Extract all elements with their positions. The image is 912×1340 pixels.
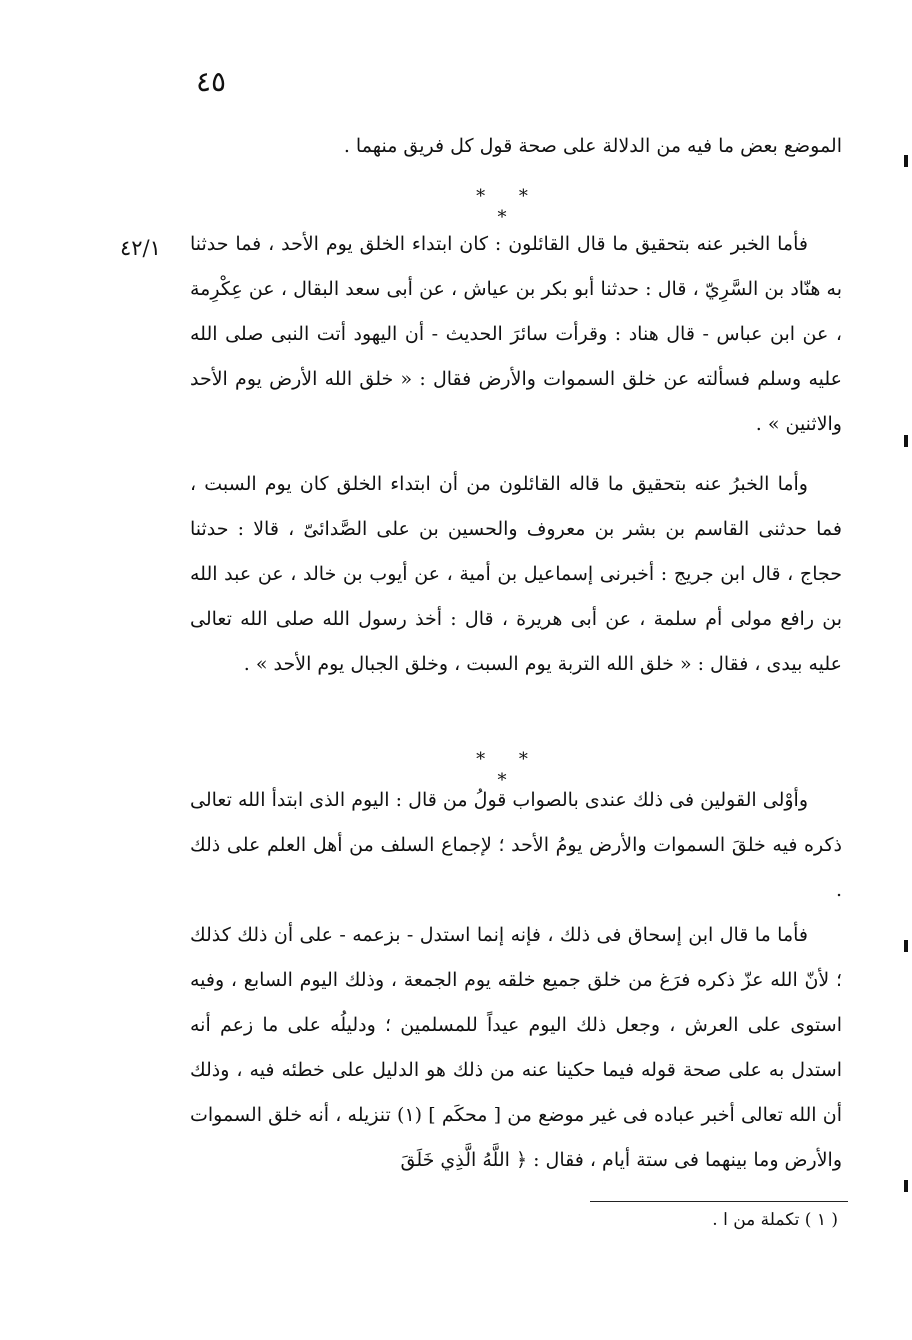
margin-reference: ٤٢/١ xyxy=(120,236,161,260)
paragraph-text: فأما الخبر عنه بتحقيق ما قال القائلون : كان ابتداء الخلق يوم الأحد ، فما حدثنا به هنّاد بن السَّرِيّ ، قال : حدثنا أبو بكر بن عياش ، عن أبى سعد البقال ، عن عِكْرِمة ، عن ابن عباس - قال هناد : وقرأت سائرَ الحديث - أن اليهود أتت النبى صلى الله عليه وسلم فسألته عن خلق السموات والأرض فقال : « خلق الله الأرض يوم الأحد والاثنين » . xyxy=(190,233,842,435)
paragraph-saturday-report xyxy=(190,462,842,687)
footnote: ( ١ ) تكملة من ا . xyxy=(712,1210,838,1230)
section-separator: * * * xyxy=(476,186,542,228)
section-separator: * * * xyxy=(476,749,542,791)
paragraph-sunday-report xyxy=(190,222,842,447)
paragraph-ibn-ishaq xyxy=(190,913,842,1183)
edge-mark xyxy=(904,155,908,167)
edge-mark xyxy=(904,1180,908,1192)
edge-mark xyxy=(904,940,908,952)
edge-mark xyxy=(904,435,908,447)
paragraph-text: الموضع بعض ما فيه من الدلالة على صحة قول كل فريق منهما . xyxy=(343,135,842,157)
page-number: ٤٥ xyxy=(196,65,227,98)
paragraph-text: فأما ما قال ابن إسحاق فى ذلك ، فإنه إنما استدل - بزعمه - على أن ذلك كذلك ؛ لأنّ الله عزّ ذكره فرَغ من خلق جميع خلقه يوم الجمعة ، وذلك اليوم السابع ، وفيه استوى على العرش ، وجعل ذلك اليوم عيداً للمسلمين ؛ ودليلُه على ما زعم أنه استدل به على صحة قوله فيما حكينا عنه من ذلك هو الدليل على خطئه فيه ، وذلك أن الله تعالى أخبر عباده فى غير موضع من [ محكَم ] (١) تنزيله ، أنه خلق السموات والأرض وما بينهما فى ستة أيام ، فقال : ﴿ اللَّهُ الَّذِي خَلَقَ xyxy=(190,924,842,1171)
paragraph-preferred-view xyxy=(190,778,842,913)
paragraph-intro xyxy=(190,124,842,169)
paragraph-text: وأما الخبرُ عنه بتحقيق ما قاله القائلون من أن ابتداء الخلق كان يوم السبت ، فما حدثنى القاسم بن بشر بن معروف والحسين بن على الصَّدائىّ ، قالا : حدثنا حجاج ، قال ابن جريج : أخبرنى إسماعيل بن أمية ، عن أيوب بن خالد ، عن عبد الله بن رافع مولى أم سلمة ، عن أبى هريرة ، قال : أخذ رسول الله صلى الله تعالى عليه بيدى ، فقال : « خلق الله التربة يوم السبت ، وخلق الجبال يوم الأحد » . xyxy=(190,473,842,675)
paragraph-text: وأوْلى القولين فى ذلك عندى بالصواب قولُ من قال : اليوم الذى ابتدأ الله تعالى ذكره فيه خلقَ السموات والأرض يومُ الأحد ؛ لإجماع السلف من أهل العلم على ذلك . xyxy=(190,789,842,901)
footnote-divider xyxy=(590,1201,848,1202)
